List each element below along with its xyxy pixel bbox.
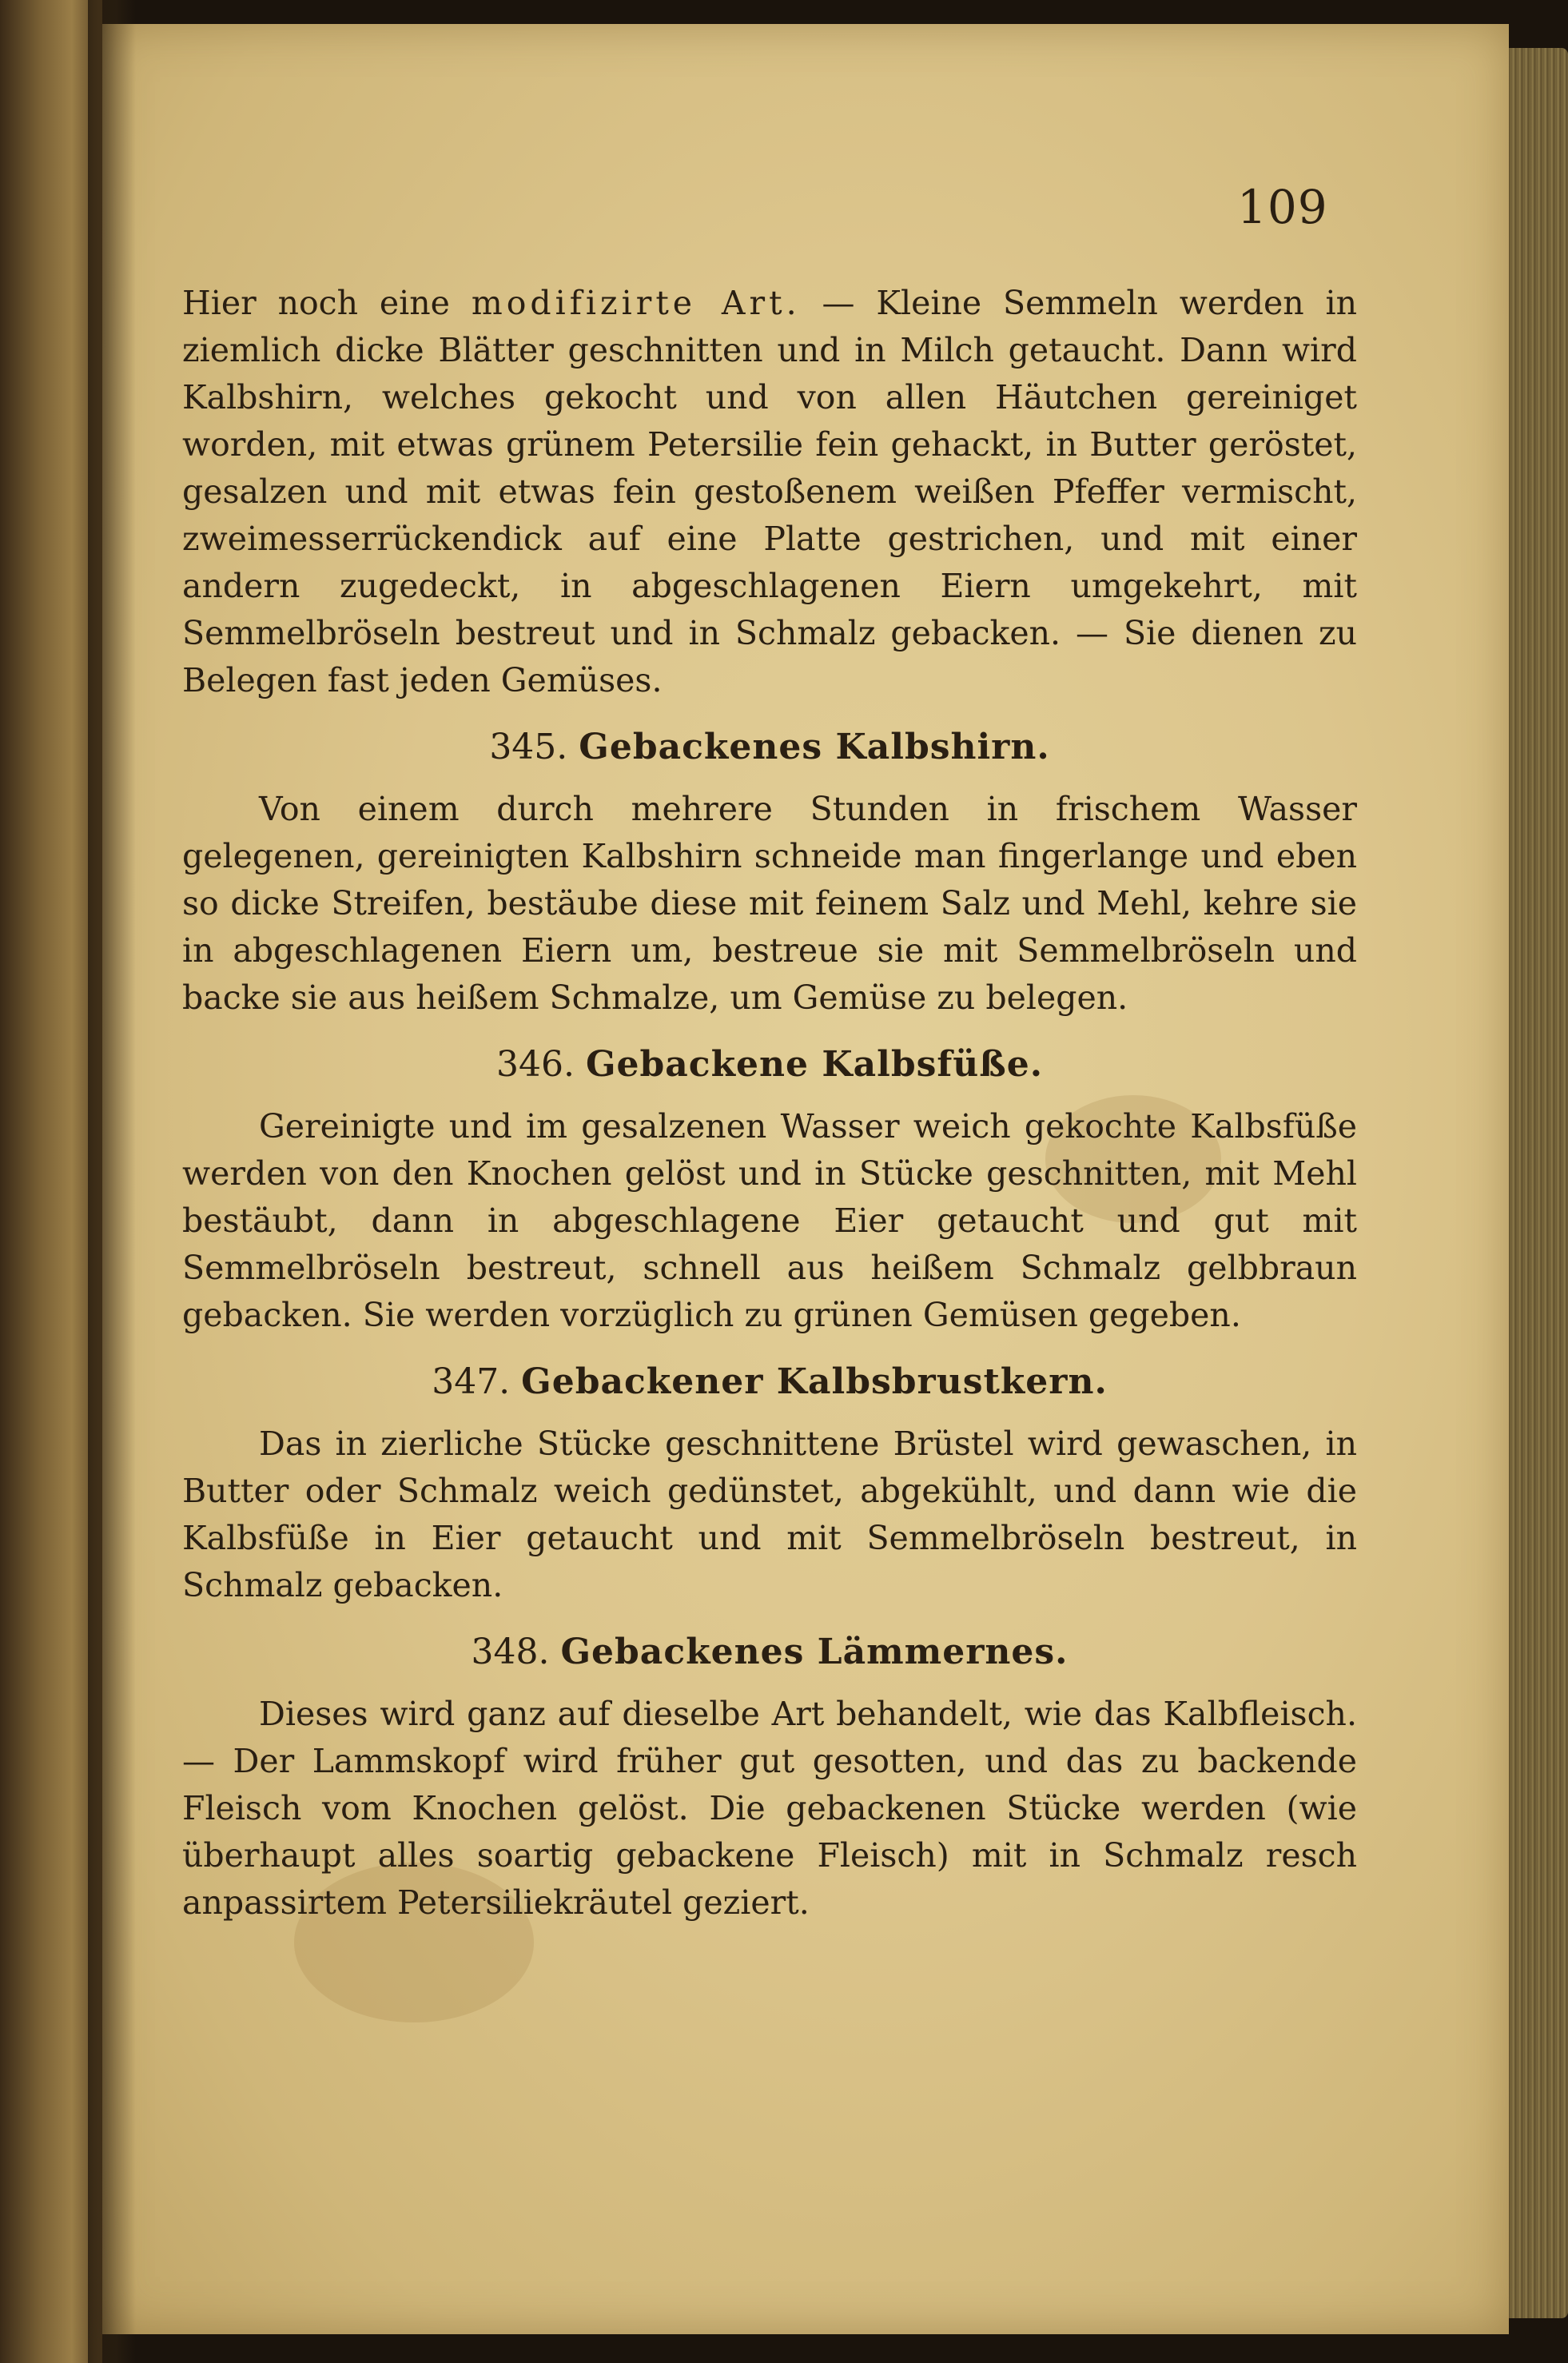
intro-emphasis: modifizirte Art.: [471, 284, 801, 322]
recipe-title: Gebackenes Kalbshirn.: [579, 727, 1050, 767]
recipe-number: 347.: [432, 1361, 511, 1402]
recipe-heading-345: [182, 723, 1357, 771]
intro-lead: Hier noch eine: [182, 284, 472, 322]
page-content: [182, 176, 1357, 1927]
book-page: [102, 24, 1509, 2334]
recipe-title: Gebackenes Lämmernes.: [560, 1632, 1069, 1672]
recipe-title: Gebackene Kalbsfüße.: [585, 1044, 1044, 1085]
recipe-heading-348: [182, 1628, 1357, 1676]
recipe-title: Gebackener Kalbsbrustkern.: [521, 1361, 1108, 1402]
recipe-number: 348.: [471, 1632, 550, 1672]
recipe-heading-347: [182, 1358, 1357, 1406]
recipe-text-345: Von einem durch mehrere Stunden in frischem Wasser gelegenen, gereinigten Kalbshirn schneide man fingerlange und eben so dicke Streifen, bestäube diese mit feinem Salz und Mehl, kehre sie in abgeschlagenen Eiern um, bestreue sie mit Semmelbröseln und backe sie aus heißem Schmalze, um Gemüse zu belegen.: [182, 790, 1357, 1017]
recipe-text-346: Gereinigte und im gesalzenen Wasser weich gekochte Kalbsfüße werden von den Knochen gelöst und in Stücke geschnitten, mit Mehl bestäubt, dann in abgeschlagene Eier getaucht und gut mit Semmelbröseln bestreut, schnell aus heißem Schmalz gelbbraun gebacken. Sie werden vorzüglich zu grünen Gemüsen gegeben.: [182, 1107, 1357, 1334]
recipe-text-347: Das in zierliche Stücke geschnittene Brüstel wird gewaschen, in Butter oder Schmalz weich gedünstet, abgekühlt, und dann wie die Kalbsfüße in Eier getaucht und mit Semmelbröseln bestreut, in Schmalz gebacken.: [182, 1425, 1357, 1604]
recipe-number: 346.: [495, 1044, 575, 1085]
recipe-heading-346: [182, 1041, 1357, 1089]
recipe-number: 345.: [489, 727, 568, 767]
intro-text: — Kleine Semmeln werden in ziemlich dicke Blätter geschnitten und in Milch getaucht. Dann wird Kalbshirn, welches gekocht und von allen Häutchen gereiniget worden, mit etwas grünem Petersilie fein gehackt, in Butter geröstet, gesalzen und mit etwas fein gestoßenem weißen Pfeffer vermischt, zweimesserrückendick auf eine Platte gestrichen, und mit einer andern zugedeckt, in abgeschlagenen Eiern umgekehrt, mit Semmelbröseln bestreut und in Schmalz gebacken. — Sie dienen zu Belegen fast jeden Gemüses.: [182, 284, 1358, 699]
page-number: 109: [1237, 180, 1328, 234]
gutter-shadow: [88, 0, 136, 2363]
recipe-text-348: Dieses wird ganz auf dieselbe Art behandelt, wie das Kalbfleisch. — Der Lammskopf wird früher gut gesotten, und das zu backende Fleisch vom Knochen gelöst. Die gebackenen Stücke werden (wie überhaupt alles soartig gebackene Fleisch) mit in Schmalz resch anpassirtem Petersiliekräutel geziert.: [182, 1695, 1357, 1922]
left-page-edge: [0, 0, 102, 2363]
intro-paragraph: [182, 280, 1357, 704]
